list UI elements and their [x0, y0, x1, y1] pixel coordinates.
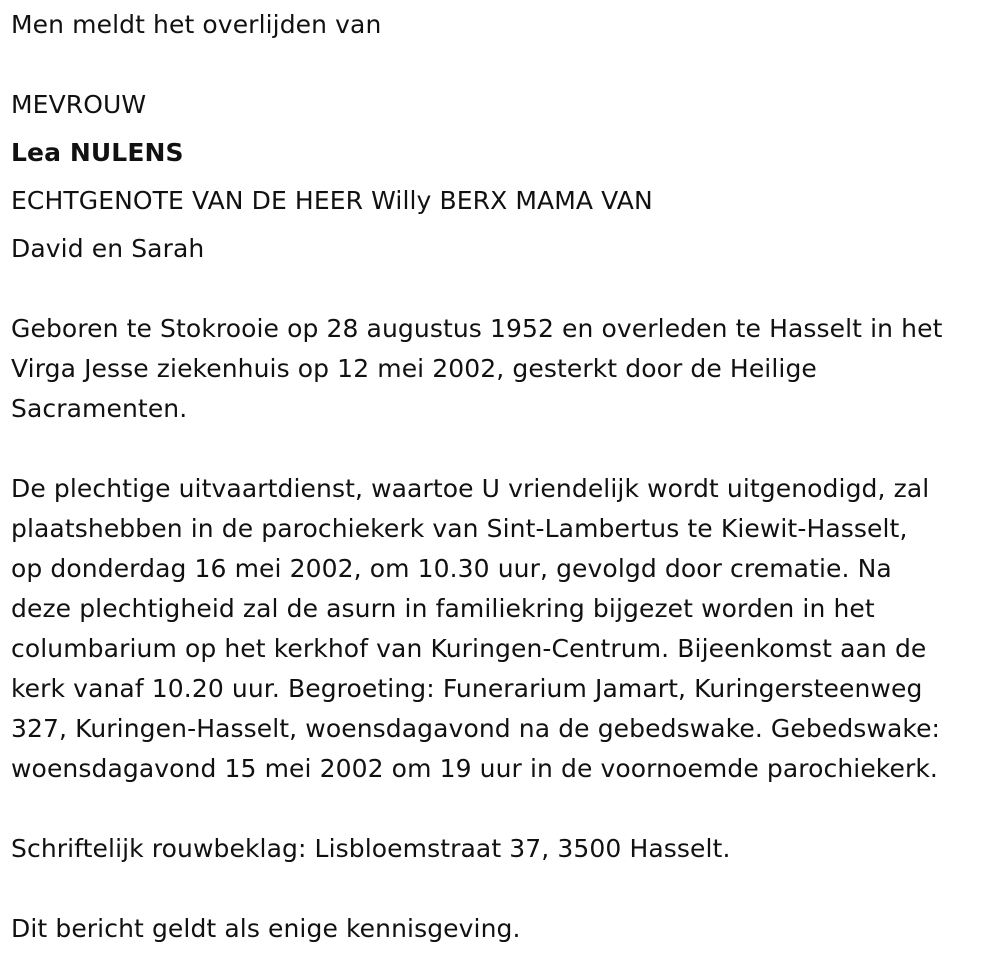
children-line: David en Sarah	[11, 234, 205, 263]
paragraph-line: Virga Jesse ziekenhuis op 12 mei 2002, gesterkt door de Heilige	[11, 354, 817, 383]
paragraph-line: woensdagavond 15 mei 2002 om 19 uur in de voornoemde parochiekerk.	[11, 754, 938, 783]
paragraph-line: plaatshebben in de parochiekerk van Sint-Lambertus te Kiewit-Hasselt,	[11, 514, 908, 543]
paragraph-line: De plechtige uitvaartdienst, waartoe U vriendelijk wordt uitgenodigd, zal	[11, 474, 930, 503]
closing-text: Dit bericht geldt als enige kennisgeving.	[11, 914, 521, 943]
paragraph-line: Sacramenten.	[11, 394, 188, 423]
obituary-notice	[11, 0, 996, 949]
paragraph-line: columbarium op het kerkhof van Kuringen-Centrum. Bijeenkomst aan de	[11, 634, 927, 663]
condolence-address: Schriftelijk rouwbeklag: Lisbloemstraat 37, 3500 Hasselt.	[11, 834, 731, 863]
paragraph-line: Geboren te Stokrooie op 28 augustus 1952 en overleden te Hasselt in het	[11, 314, 943, 343]
title-text: MEVROUW	[11, 90, 147, 119]
service-paragraph	[11, 469, 996, 789]
paragraph-line: deze plechtigheid zal de asurn in familiekring bijgezet worden in het	[11, 594, 875, 623]
intro-text: Men meldt het overlijden van	[11, 10, 382, 39]
paragraph-line: 327, Kuringen-Hasselt, woensdagavond na de gebedswake. Gebedswake:	[11, 714, 941, 743]
paragraph-line: kerk vanaf 10.20 uur. Begroeting: Funerarium Jamart, Kuringersteenweg	[11, 674, 923, 703]
birth-death-paragraph	[11, 309, 996, 429]
paragraph-line: op donderdag 16 mei 2002, om 10.30 uur, gevolgd door crematie. Na	[11, 554, 892, 583]
spouse-line: ECHTGENOTE VAN DE HEER Willy BERX MAMA VAN	[11, 186, 653, 215]
deceased-name: Lea NULENS	[11, 138, 184, 167]
